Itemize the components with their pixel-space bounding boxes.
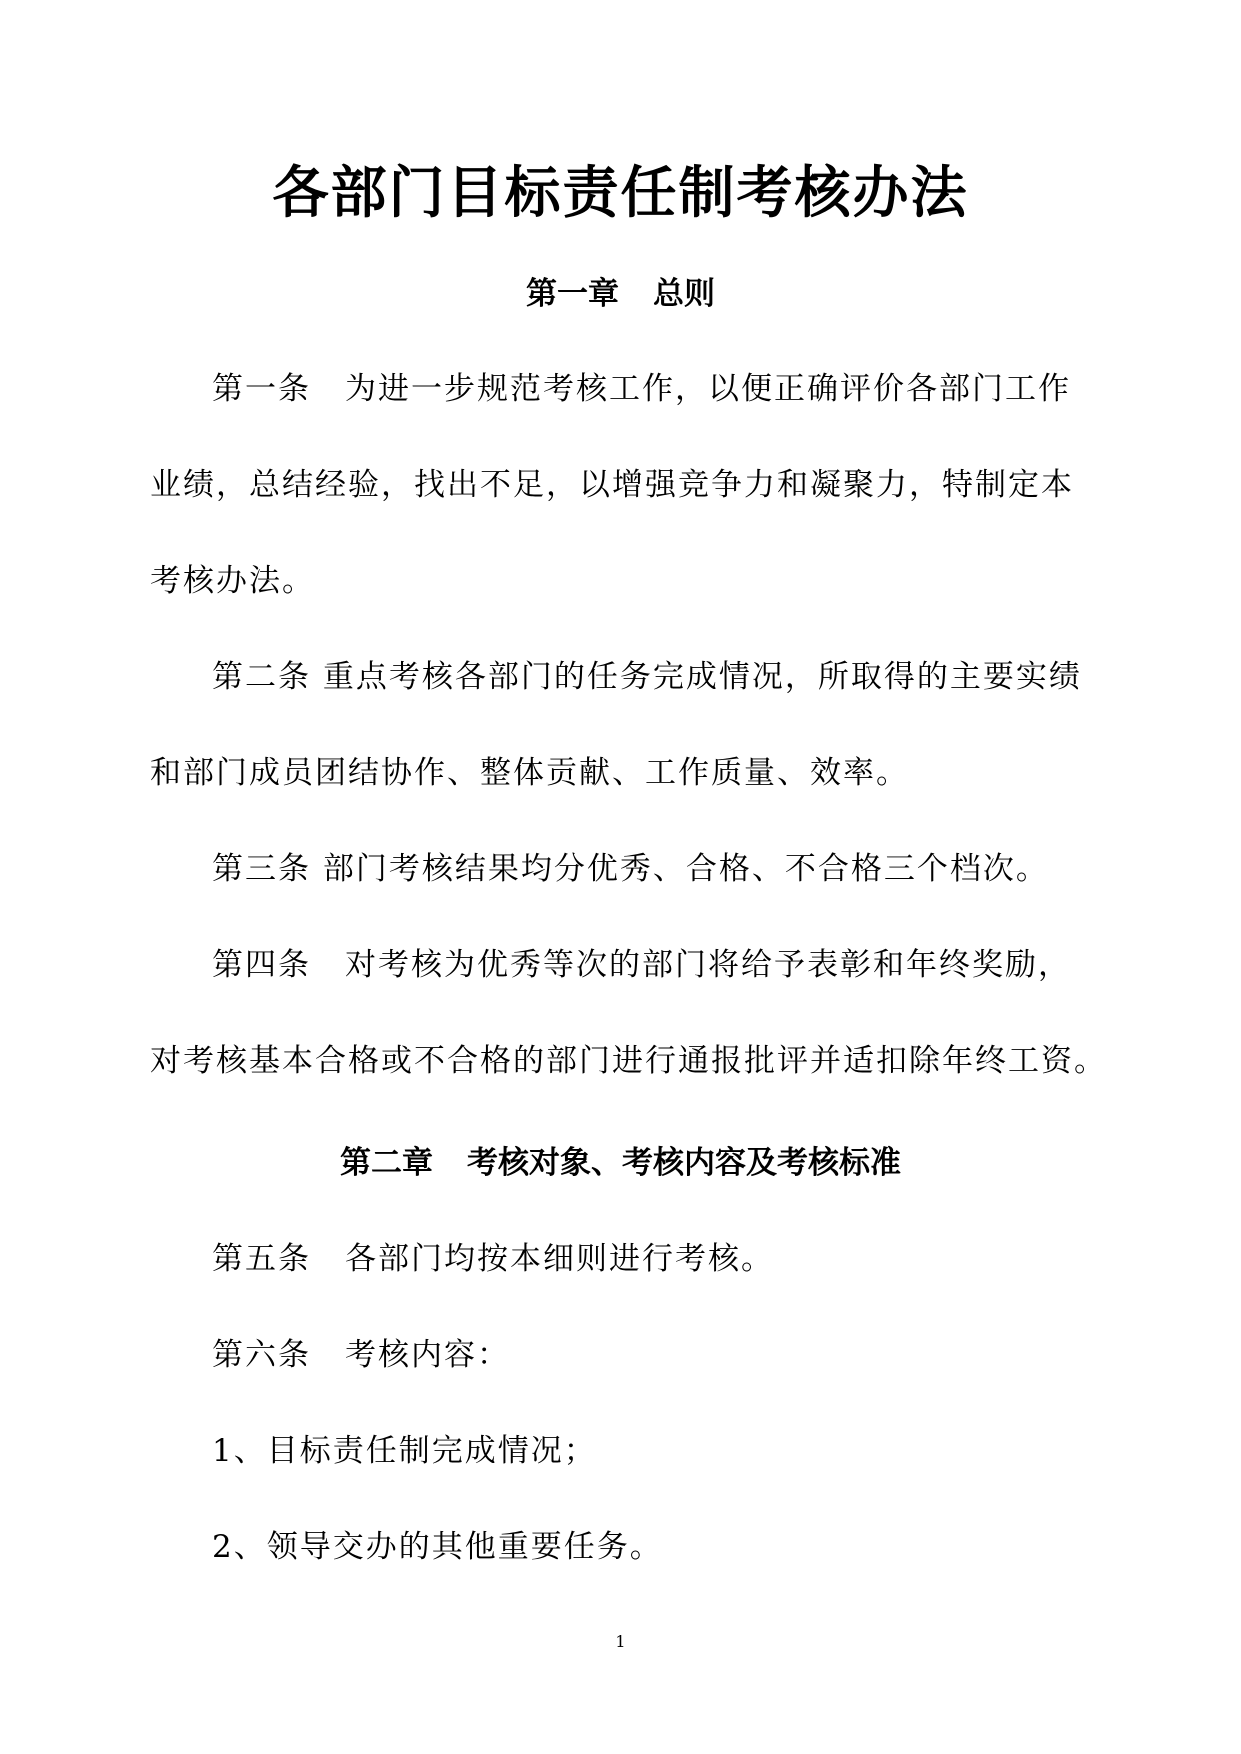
chapter-1-title: 总则	[653, 276, 715, 312]
chapter-1-heading	[0, 274, 1241, 314]
document-title: 各部门目标责任制考核办法	[272, 161, 969, 226]
chapter-2-heading	[0, 1143, 1241, 1183]
list-item-1: 1、目标责任制完成情况；	[212, 1433, 597, 1469]
article-2-text-1: 重点考核各部门的任务完成情况，所取得的主要实绩	[322, 659, 1082, 695]
article-5-line-1	[212, 1239, 1112, 1279]
article-4-label: 第四条	[212, 947, 311, 983]
article-6-label: 第六条	[212, 1337, 311, 1373]
article-2-line-1	[212, 657, 1112, 697]
article-2-label: 第二条	[212, 659, 311, 695]
article-4-line-1	[212, 945, 1112, 985]
chapter-1-number: 第一章	[526, 276, 619, 312]
article-4-line-2: 对考核基本合格或不合格的部门进行通报批评并适扣除年终工资。	[150, 1043, 1107, 1079]
article-1-label: 第一条	[212, 371, 311, 407]
chapter-2-number: 第二章	[340, 1145, 433, 1181]
article-6-text-1: 考核内容：	[345, 1337, 510, 1373]
list-item-2: 2、领导交办的其他重要任务。	[212, 1529, 663, 1565]
page-number: 1	[615, 1632, 626, 1651]
article-1-line-2: 业绩，总结经验，找出不足，以增强竞争力和凝聚力，特制定本	[150, 467, 1074, 503]
article-1-text-1: 为进一步规范考核工作，以便正确评价各部门工作	[345, 371, 1071, 407]
article-3-line-1	[212, 849, 1112, 889]
article-4-text-1: 对考核为优秀等次的部门将给予表彰和年终奖励，	[345, 947, 1071, 983]
article-3-text-1: 部门考核结果均分优秀、合格、不合格三个档次。	[322, 851, 1049, 887]
article-5-text-1: 各部门均按本细则进行考核。	[345, 1241, 774, 1277]
article-1-line-1	[212, 369, 1112, 409]
article-2-line-2: 和部门成员团结协作、整体贡献、工作质量、效率。	[150, 755, 909, 791]
article-1-line-3: 考核办法。	[150, 563, 315, 599]
article-6-line-1	[212, 1335, 1112, 1375]
article-3-label: 第三条	[212, 851, 311, 887]
article-5-label: 第五条	[212, 1241, 311, 1277]
chapter-2-title: 考核对象、考核内容及考核标准	[467, 1145, 901, 1181]
